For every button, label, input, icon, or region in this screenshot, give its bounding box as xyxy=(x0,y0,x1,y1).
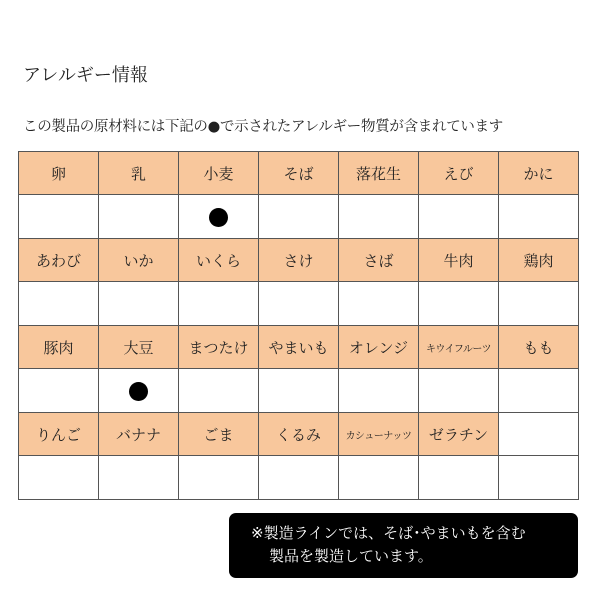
allergen-mark-cell xyxy=(419,195,499,239)
allergen-table xyxy=(18,151,579,500)
manufacturing-note xyxy=(229,513,578,578)
allergen-mark-cell xyxy=(19,195,99,239)
intro-text: この製品の原材料には下記の●で示されたアレルギー物質が含まれています xyxy=(23,119,504,135)
allergen-name-cell: オレンジ xyxy=(339,326,419,369)
allergen-name-cell: 豚肉 xyxy=(19,326,99,369)
allergen-name-cell: 小麦 xyxy=(179,152,259,195)
allergen-name-cell: もも xyxy=(499,326,579,369)
note-line-1: ※製造ラインでは、そば･やまいもを含む xyxy=(251,524,526,542)
allergen-name-cell: ごま xyxy=(179,413,259,456)
allergen-mark-cell xyxy=(339,195,419,239)
allergen-name-cell: そば xyxy=(259,152,339,195)
allergen-name-row xyxy=(19,239,579,282)
allergen-name-cell: くるみ xyxy=(259,413,339,456)
allergen-mark-cell xyxy=(419,456,499,500)
allergen-mark-cell xyxy=(259,456,339,500)
allergen-mark-cell xyxy=(499,282,579,326)
contains-allergen-dot xyxy=(129,382,148,401)
allergen-mark-cell xyxy=(179,456,259,500)
allergen-mark-cell xyxy=(99,282,179,326)
allergen-name-cell: 落花生 xyxy=(339,152,419,195)
allergen-name-cell: さば xyxy=(339,239,419,282)
allergen-name-cell: 乳 xyxy=(99,152,179,195)
allergen-name-cell: りんご xyxy=(19,413,99,456)
allergen-mark-row xyxy=(19,195,579,239)
allergen-mark-cell xyxy=(179,369,259,413)
allergen-name-cell: えび xyxy=(419,152,499,195)
note-line-2: 製品を製造しています。 xyxy=(269,547,433,565)
allergen-name-cell: いくら xyxy=(179,239,259,282)
allergen-mark-cell xyxy=(259,195,339,239)
allergen-mark-cell xyxy=(339,456,419,500)
allergen-name-row xyxy=(19,152,579,195)
allergen-mark-cell xyxy=(99,195,179,239)
allergen-name-cell: バナナ xyxy=(99,413,179,456)
allergen-mark-row xyxy=(19,369,579,413)
allergen-mark-cell xyxy=(179,282,259,326)
allergen-mark-cell xyxy=(339,282,419,326)
allergen-name-row xyxy=(19,413,579,456)
allergen-name-cell: カシューナッツ xyxy=(339,413,419,456)
allergen-name-cell: かに xyxy=(499,152,579,195)
page-title: アレルギー情報 xyxy=(23,65,148,86)
allergen-name-cell: さけ xyxy=(259,239,339,282)
allergen-name-cell: 牛肉 xyxy=(419,239,499,282)
allergen-mark-cell xyxy=(259,282,339,326)
allergen-name-cell: あわび xyxy=(19,239,99,282)
allergen-name-cell: まつたけ xyxy=(179,326,259,369)
allergen-mark-cell xyxy=(419,369,499,413)
allergen-mark-cell xyxy=(19,369,99,413)
allergen-name-cell: いか xyxy=(99,239,179,282)
allergen-mark-cell xyxy=(499,195,579,239)
allergen-name-cell: 大豆 xyxy=(99,326,179,369)
allergen-name-cell: 鶏肉 xyxy=(499,239,579,282)
allergen-mark-cell xyxy=(19,456,99,500)
allergen-mark-cell xyxy=(259,369,339,413)
allergen-mark-cell xyxy=(499,369,579,413)
allergen-name-cell: やまいも xyxy=(259,326,339,369)
allergen-mark-cell xyxy=(99,456,179,500)
allergen-mark-cell xyxy=(179,195,259,239)
allergen-mark-row xyxy=(19,282,579,326)
allergen-mark-cell xyxy=(499,456,579,500)
allergen-mark-row xyxy=(19,456,579,500)
allergen-name-cell: ゼラチン xyxy=(419,413,499,456)
allergen-mark-cell xyxy=(19,282,99,326)
allergen-name-cell: 卵 xyxy=(19,152,99,195)
allergen-mark-cell xyxy=(99,369,179,413)
allergen-name-cell-empty xyxy=(499,413,579,456)
allergen-name-row xyxy=(19,326,579,369)
contains-allergen-dot xyxy=(209,208,228,227)
allergen-name-cell: キウイフルーツ xyxy=(419,326,499,369)
allergen-mark-cell xyxy=(339,369,419,413)
allergen-mark-cell xyxy=(419,282,499,326)
